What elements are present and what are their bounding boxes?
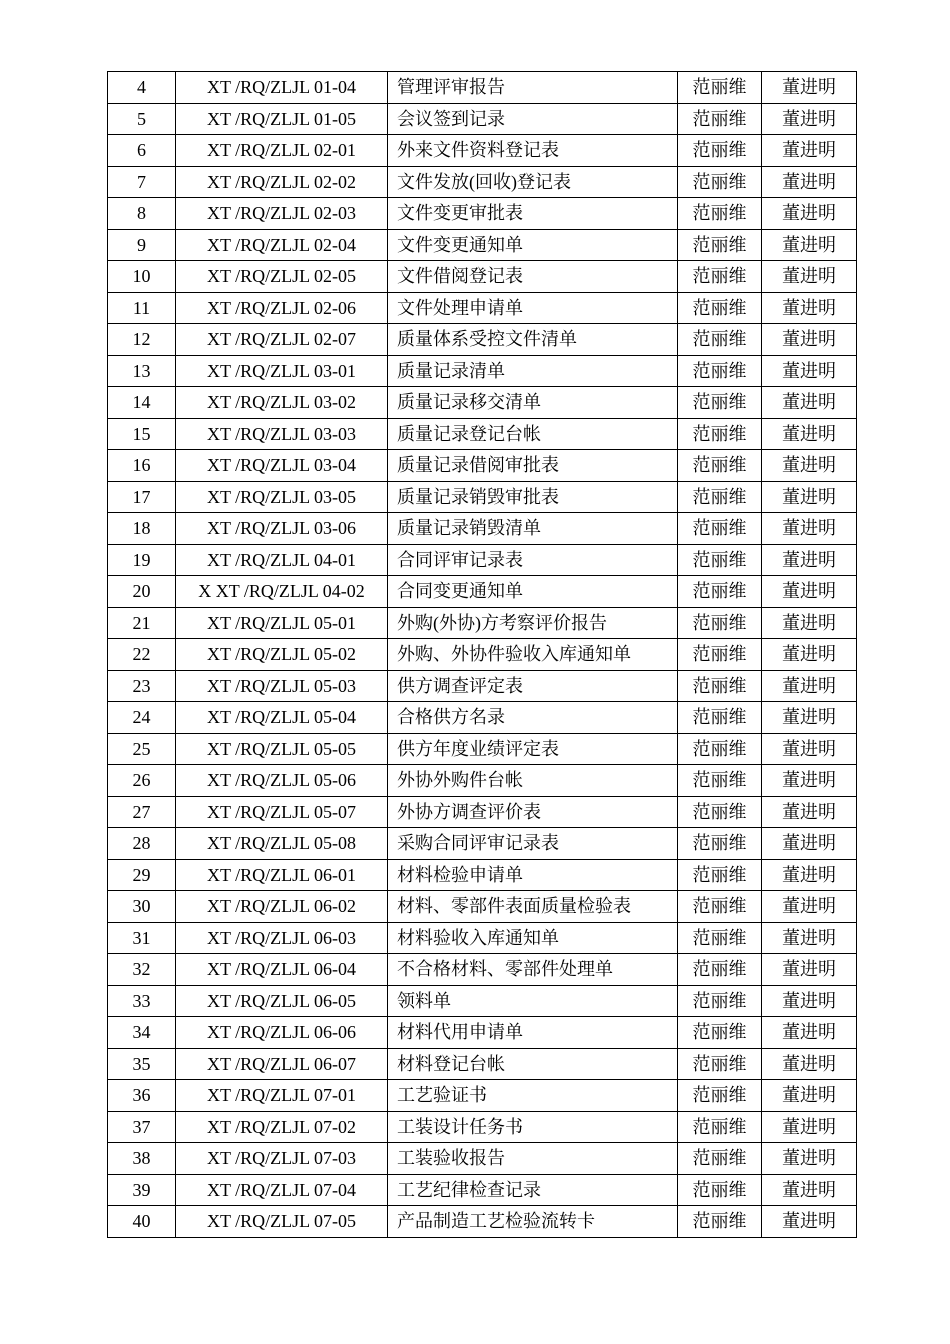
row-number-cell: 29 bbox=[108, 859, 176, 891]
record-name-cell: 不合格材料、零部件处理单 bbox=[388, 954, 678, 986]
prepared-by-cell: 范丽维 bbox=[678, 103, 762, 135]
record-name-cell: 供方年度业绩评定表 bbox=[388, 733, 678, 765]
table-row bbox=[108, 733, 857, 765]
record-name-cell: 质量体系受控文件清单 bbox=[388, 324, 678, 356]
table-row bbox=[108, 292, 857, 324]
table-row bbox=[108, 450, 857, 482]
table-row bbox=[108, 702, 857, 734]
record-name-cell: 材料登记台帐 bbox=[388, 1048, 678, 1080]
record-code-cell: X XT /RQ/ZLJL 04-02 bbox=[176, 576, 388, 608]
table-row bbox=[108, 954, 857, 986]
record-name-cell: 外协外购件台帐 bbox=[388, 765, 678, 797]
record-code-cell: XT /RQ/ZLJL 06-07 bbox=[176, 1048, 388, 1080]
approved-by-cell: 董进明 bbox=[762, 796, 857, 828]
prepared-by-cell: 范丽维 bbox=[678, 607, 762, 639]
approved-by-cell: 董进明 bbox=[762, 355, 857, 387]
prepared-by-cell: 范丽维 bbox=[678, 1143, 762, 1175]
table-row bbox=[108, 324, 857, 356]
table-row bbox=[108, 891, 857, 923]
prepared-by-cell: 范丽维 bbox=[678, 1111, 762, 1143]
record-name-cell: 材料验收入库通知单 bbox=[388, 922, 678, 954]
approved-by-cell: 董进明 bbox=[762, 733, 857, 765]
row-number-cell: 32 bbox=[108, 954, 176, 986]
prepared-by-cell: 范丽维 bbox=[678, 418, 762, 450]
table-row bbox=[108, 135, 857, 167]
prepared-by-cell: 范丽维 bbox=[678, 765, 762, 797]
row-number-cell: 39 bbox=[108, 1174, 176, 1206]
approved-by-cell: 董进明 bbox=[762, 1174, 857, 1206]
prepared-by-cell: 范丽维 bbox=[678, 513, 762, 545]
prepared-by-cell: 范丽维 bbox=[678, 229, 762, 261]
table-row bbox=[108, 1048, 857, 1080]
row-number-cell: 8 bbox=[108, 198, 176, 230]
approved-by-cell: 董进明 bbox=[762, 702, 857, 734]
record-code-cell: XT /RQ/ZLJL 05-01 bbox=[176, 607, 388, 639]
records-table bbox=[107, 71, 857, 1238]
row-number-cell: 40 bbox=[108, 1206, 176, 1238]
record-code-cell: XT /RQ/ZLJL 02-07 bbox=[176, 324, 388, 356]
row-number-cell: 9 bbox=[108, 229, 176, 261]
approved-by-cell: 董进明 bbox=[762, 261, 857, 293]
prepared-by-cell: 范丽维 bbox=[678, 796, 762, 828]
approved-by-cell: 董进明 bbox=[762, 670, 857, 702]
record-name-cell: 文件变更通知单 bbox=[388, 229, 678, 261]
record-code-cell: XT /RQ/ZLJL 07-04 bbox=[176, 1174, 388, 1206]
approved-by-cell: 董进明 bbox=[762, 387, 857, 419]
row-number-cell: 19 bbox=[108, 544, 176, 576]
prepared-by-cell: 范丽维 bbox=[678, 387, 762, 419]
table-row bbox=[108, 387, 857, 419]
record-name-cell: 领料单 bbox=[388, 985, 678, 1017]
record-code-cell: XT /RQ/ZLJL 06-01 bbox=[176, 859, 388, 891]
row-number-cell: 6 bbox=[108, 135, 176, 167]
prepared-by-cell: 范丽维 bbox=[678, 135, 762, 167]
record-code-cell: XT /RQ/ZLJL 05-04 bbox=[176, 702, 388, 734]
approved-by-cell: 董进明 bbox=[762, 954, 857, 986]
prepared-by-cell: 范丽维 bbox=[678, 1206, 762, 1238]
record-code-cell: XT /RQ/ZLJL 02-03 bbox=[176, 198, 388, 230]
approved-by-cell: 董进明 bbox=[762, 828, 857, 860]
record-name-cell: 合同评审记录表 bbox=[388, 544, 678, 576]
table-row bbox=[108, 859, 857, 891]
prepared-by-cell: 范丽维 bbox=[678, 1080, 762, 1112]
record-code-cell: XT /RQ/ZLJL 05-06 bbox=[176, 765, 388, 797]
prepared-by-cell: 范丽维 bbox=[678, 828, 762, 860]
approved-by-cell: 董进明 bbox=[762, 607, 857, 639]
table-row bbox=[108, 166, 857, 198]
approved-by-cell: 董进明 bbox=[762, 324, 857, 356]
row-number-cell: 38 bbox=[108, 1143, 176, 1175]
row-number-cell: 25 bbox=[108, 733, 176, 765]
approved-by-cell: 董进明 bbox=[762, 922, 857, 954]
row-number-cell: 12 bbox=[108, 324, 176, 356]
table-row bbox=[108, 607, 857, 639]
prepared-by-cell: 范丽维 bbox=[678, 198, 762, 230]
record-code-cell: XT /RQ/ZLJL 02-04 bbox=[176, 229, 388, 261]
prepared-by-cell: 范丽维 bbox=[678, 954, 762, 986]
record-code-cell: XT /RQ/ZLJL 03-06 bbox=[176, 513, 388, 545]
prepared-by-cell: 范丽维 bbox=[678, 859, 762, 891]
approved-by-cell: 董进明 bbox=[762, 166, 857, 198]
record-name-cell: 工装验收报告 bbox=[388, 1143, 678, 1175]
row-number-cell: 15 bbox=[108, 418, 176, 450]
record-name-cell: 文件处理申请单 bbox=[388, 292, 678, 324]
record-name-cell: 文件发放(回收)登记表 bbox=[388, 166, 678, 198]
record-code-cell: XT /RQ/ZLJL 05-02 bbox=[176, 639, 388, 671]
record-name-cell: 文件借阅登记表 bbox=[388, 261, 678, 293]
table-row bbox=[108, 1017, 857, 1049]
table-row bbox=[108, 229, 857, 261]
row-number-cell: 33 bbox=[108, 985, 176, 1017]
prepared-by-cell: 范丽维 bbox=[678, 576, 762, 608]
record-code-cell: XT /RQ/ZLJL 06-05 bbox=[176, 985, 388, 1017]
approved-by-cell: 董进明 bbox=[762, 576, 857, 608]
row-number-cell: 7 bbox=[108, 166, 176, 198]
row-number-cell: 30 bbox=[108, 891, 176, 923]
record-name-cell: 外购、外协件验收入库通知单 bbox=[388, 639, 678, 671]
record-code-cell: XT /RQ/ZLJL 06-02 bbox=[176, 891, 388, 923]
row-number-cell: 21 bbox=[108, 607, 176, 639]
record-code-cell: XT /RQ/ZLJL 07-03 bbox=[176, 1143, 388, 1175]
record-name-cell: 外购(外协)方考察评价报告 bbox=[388, 607, 678, 639]
row-number-cell: 27 bbox=[108, 796, 176, 828]
row-number-cell: 31 bbox=[108, 922, 176, 954]
row-number-cell: 14 bbox=[108, 387, 176, 419]
table-row bbox=[108, 1143, 857, 1175]
table-row bbox=[108, 481, 857, 513]
record-name-cell: 工艺纪律检查记录 bbox=[388, 1174, 678, 1206]
row-number-cell: 10 bbox=[108, 261, 176, 293]
approved-by-cell: 董进明 bbox=[762, 1206, 857, 1238]
prepared-by-cell: 范丽维 bbox=[678, 292, 762, 324]
prepared-by-cell: 范丽维 bbox=[678, 1017, 762, 1049]
record-code-cell: XT /RQ/ZLJL 02-02 bbox=[176, 166, 388, 198]
table-row bbox=[108, 796, 857, 828]
table-row bbox=[108, 576, 857, 608]
approved-by-cell: 董进明 bbox=[762, 1111, 857, 1143]
prepared-by-cell: 范丽维 bbox=[678, 166, 762, 198]
record-name-cell: 质量记录清单 bbox=[388, 355, 678, 387]
row-number-cell: 18 bbox=[108, 513, 176, 545]
table-row bbox=[108, 828, 857, 860]
record-code-cell: XT /RQ/ZLJL 07-05 bbox=[176, 1206, 388, 1238]
prepared-by-cell: 范丽维 bbox=[678, 922, 762, 954]
table-row bbox=[108, 1174, 857, 1206]
record-name-cell: 文件变更审批表 bbox=[388, 198, 678, 230]
approved-by-cell: 董进明 bbox=[762, 639, 857, 671]
approved-by-cell: 董进明 bbox=[762, 450, 857, 482]
table-row bbox=[108, 1206, 857, 1238]
approved-by-cell: 董进明 bbox=[762, 1080, 857, 1112]
table-row bbox=[108, 985, 857, 1017]
approved-by-cell: 董进明 bbox=[762, 859, 857, 891]
prepared-by-cell: 范丽维 bbox=[678, 481, 762, 513]
table-row bbox=[108, 922, 857, 954]
row-number-cell: 28 bbox=[108, 828, 176, 860]
approved-by-cell: 董进明 bbox=[762, 1017, 857, 1049]
row-number-cell: 17 bbox=[108, 481, 176, 513]
row-number-cell: 34 bbox=[108, 1017, 176, 1049]
table-row bbox=[108, 1080, 857, 1112]
record-code-cell: XT /RQ/ZLJL 06-04 bbox=[176, 954, 388, 986]
approved-by-cell: 董进明 bbox=[762, 544, 857, 576]
record-name-cell: 供方调查评定表 bbox=[388, 670, 678, 702]
row-number-cell: 20 bbox=[108, 576, 176, 608]
row-number-cell: 13 bbox=[108, 355, 176, 387]
record-code-cell: XT /RQ/ZLJL 05-07 bbox=[176, 796, 388, 828]
record-code-cell: XT /RQ/ZLJL 06-06 bbox=[176, 1017, 388, 1049]
table-row bbox=[108, 765, 857, 797]
table-row bbox=[108, 418, 857, 450]
prepared-by-cell: 范丽维 bbox=[678, 891, 762, 923]
row-number-cell: 35 bbox=[108, 1048, 176, 1080]
row-number-cell: 24 bbox=[108, 702, 176, 734]
record-name-cell: 管理评审报告 bbox=[388, 72, 678, 104]
record-code-cell: XT /RQ/ZLJL 01-05 bbox=[176, 103, 388, 135]
record-name-cell: 产品制造工艺检验流转卡 bbox=[388, 1206, 678, 1238]
record-code-cell: XT /RQ/ZLJL 01-04 bbox=[176, 72, 388, 104]
record-name-cell: 材料、零部件表面质量检验表 bbox=[388, 891, 678, 923]
approved-by-cell: 董进明 bbox=[762, 418, 857, 450]
table-row bbox=[108, 670, 857, 702]
record-name-cell: 材料检验申请单 bbox=[388, 859, 678, 891]
table-row bbox=[108, 72, 857, 104]
record-code-cell: XT /RQ/ZLJL 05-05 bbox=[176, 733, 388, 765]
table-row bbox=[108, 639, 857, 671]
record-name-cell: 外来文件资料登记表 bbox=[388, 135, 678, 167]
record-name-cell: 质量记录借阅审批表 bbox=[388, 450, 678, 482]
prepared-by-cell: 范丽维 bbox=[678, 1048, 762, 1080]
table-row bbox=[108, 103, 857, 135]
record-name-cell: 会议签到记录 bbox=[388, 103, 678, 135]
row-number-cell: 37 bbox=[108, 1111, 176, 1143]
prepared-by-cell: 范丽维 bbox=[678, 1174, 762, 1206]
table-row bbox=[108, 261, 857, 293]
table-row bbox=[108, 513, 857, 545]
prepared-by-cell: 范丽维 bbox=[678, 544, 762, 576]
table-row bbox=[108, 1111, 857, 1143]
prepared-by-cell: 范丽维 bbox=[678, 639, 762, 671]
prepared-by-cell: 范丽维 bbox=[678, 670, 762, 702]
record-code-cell: XT /RQ/ZLJL 02-06 bbox=[176, 292, 388, 324]
record-name-cell: 合同变更通知单 bbox=[388, 576, 678, 608]
approved-by-cell: 董进明 bbox=[762, 103, 857, 135]
row-number-cell: 22 bbox=[108, 639, 176, 671]
approved-by-cell: 董进明 bbox=[762, 198, 857, 230]
record-name-cell: 质量记录登记台帐 bbox=[388, 418, 678, 450]
prepared-by-cell: 范丽维 bbox=[678, 702, 762, 734]
approved-by-cell: 董进明 bbox=[762, 513, 857, 545]
record-code-cell: XT /RQ/ZLJL 02-01 bbox=[176, 135, 388, 167]
table-row bbox=[108, 198, 857, 230]
record-code-cell: XT /RQ/ZLJL 05-08 bbox=[176, 828, 388, 860]
prepared-by-cell: 范丽维 bbox=[678, 324, 762, 356]
record-name-cell: 工艺验证书 bbox=[388, 1080, 678, 1112]
record-code-cell: XT /RQ/ZLJL 07-01 bbox=[176, 1080, 388, 1112]
prepared-by-cell: 范丽维 bbox=[678, 261, 762, 293]
approved-by-cell: 董进明 bbox=[762, 292, 857, 324]
record-code-cell: XT /RQ/ZLJL 06-03 bbox=[176, 922, 388, 954]
record-code-cell: XT /RQ/ZLJL 07-02 bbox=[176, 1111, 388, 1143]
record-code-cell: XT /RQ/ZLJL 03-02 bbox=[176, 387, 388, 419]
approved-by-cell: 董进明 bbox=[762, 891, 857, 923]
record-code-cell: XT /RQ/ZLJL 03-01 bbox=[176, 355, 388, 387]
approved-by-cell: 董进明 bbox=[762, 135, 857, 167]
approved-by-cell: 董进明 bbox=[762, 481, 857, 513]
record-name-cell: 工装设计任务书 bbox=[388, 1111, 678, 1143]
record-name-cell: 采购合同评审记录表 bbox=[388, 828, 678, 860]
record-name-cell: 质量记录销毁审批表 bbox=[388, 481, 678, 513]
row-number-cell: 11 bbox=[108, 292, 176, 324]
table-row bbox=[108, 355, 857, 387]
approved-by-cell: 董进明 bbox=[762, 72, 857, 104]
record-code-cell: XT /RQ/ZLJL 03-05 bbox=[176, 481, 388, 513]
record-code-cell: XT /RQ/ZLJL 03-04 bbox=[176, 450, 388, 482]
approved-by-cell: 董进明 bbox=[762, 1143, 857, 1175]
row-number-cell: 36 bbox=[108, 1080, 176, 1112]
row-number-cell: 26 bbox=[108, 765, 176, 797]
record-name-cell: 外协方调查评价表 bbox=[388, 796, 678, 828]
approved-by-cell: 董进明 bbox=[762, 765, 857, 797]
prepared-by-cell: 范丽维 bbox=[678, 72, 762, 104]
row-number-cell: 16 bbox=[108, 450, 176, 482]
prepared-by-cell: 范丽维 bbox=[678, 733, 762, 765]
record-code-cell: XT /RQ/ZLJL 04-01 bbox=[176, 544, 388, 576]
record-name-cell: 合格供方名录 bbox=[388, 702, 678, 734]
record-name-cell: 材料代用申请单 bbox=[388, 1017, 678, 1049]
prepared-by-cell: 范丽维 bbox=[678, 450, 762, 482]
record-name-cell: 质量记录销毁清单 bbox=[388, 513, 678, 545]
approved-by-cell: 董进明 bbox=[762, 1048, 857, 1080]
approved-by-cell: 董进明 bbox=[762, 985, 857, 1017]
record-code-cell: XT /RQ/ZLJL 05-03 bbox=[176, 670, 388, 702]
record-code-cell: XT /RQ/ZLJL 03-03 bbox=[176, 418, 388, 450]
records-table-body bbox=[108, 72, 857, 1238]
record-code-cell: XT /RQ/ZLJL 02-05 bbox=[176, 261, 388, 293]
row-number-cell: 4 bbox=[108, 72, 176, 104]
prepared-by-cell: 范丽维 bbox=[678, 985, 762, 1017]
approved-by-cell: 董进明 bbox=[762, 229, 857, 261]
row-number-cell: 5 bbox=[108, 103, 176, 135]
record-name-cell: 质量记录移交清单 bbox=[388, 387, 678, 419]
row-number-cell: 23 bbox=[108, 670, 176, 702]
prepared-by-cell: 范丽维 bbox=[678, 355, 762, 387]
table-row bbox=[108, 544, 857, 576]
